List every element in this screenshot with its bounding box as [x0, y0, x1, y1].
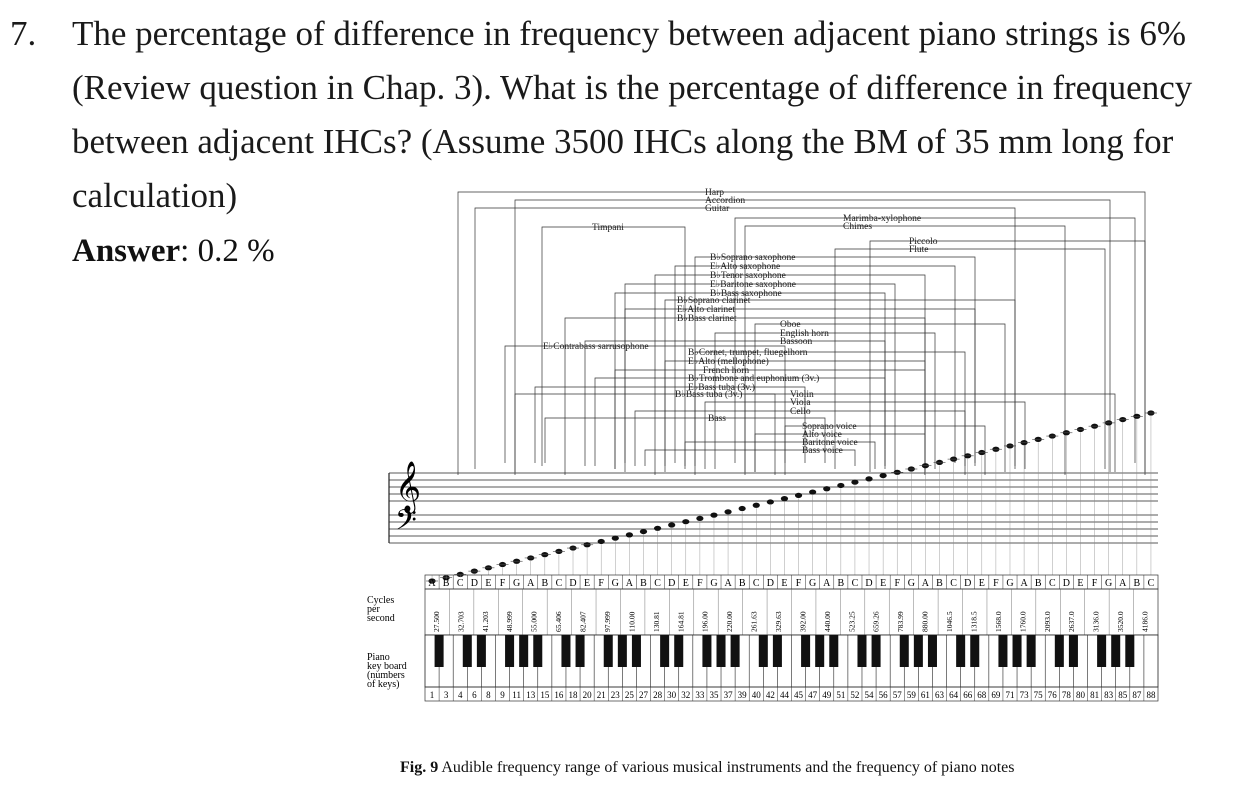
- note-letter: E: [781, 578, 788, 589]
- key-number: 27: [638, 690, 648, 700]
- frequency-value: 110.00: [627, 611, 637, 632]
- black-key: [717, 635, 726, 667]
- key-number: 25: [624, 690, 634, 700]
- instrument-label: Baritone voice: [802, 438, 858, 448]
- key-number: 39: [737, 690, 747, 700]
- note-head: [795, 493, 802, 498]
- note-head: [710, 513, 717, 518]
- black-key: [970, 635, 979, 667]
- instrument-label: Guitar: [705, 204, 730, 214]
- frequency-value: 65.406: [554, 611, 564, 632]
- black-key: [519, 635, 528, 667]
- key-number: 21: [596, 690, 606, 700]
- frequency-value: 196.00: [700, 611, 710, 632]
- note-head: [598, 539, 605, 544]
- black-key: [1027, 635, 1036, 667]
- black-key: [731, 635, 740, 667]
- key-number: 80: [1075, 690, 1085, 700]
- key-number: 87: [1132, 690, 1142, 700]
- instrument-frequency-figure: [365, 183, 1165, 713]
- note-letter: D: [569, 578, 577, 589]
- note-head: [640, 529, 647, 534]
- black-key: [829, 635, 838, 667]
- instrument-label: Harp: [705, 188, 724, 198]
- instrument-label: Chimes: [843, 222, 873, 232]
- key-number: 68: [977, 690, 987, 700]
- answer-value: : 0.2 %: [180, 233, 275, 269]
- key-number: 33: [695, 690, 705, 700]
- black-key: [604, 635, 613, 667]
- note-letter: G: [809, 578, 817, 589]
- note-letter: C: [851, 578, 859, 589]
- note-letter: D: [865, 578, 873, 589]
- instrument-label: B♭Soprano clarinet: [677, 296, 751, 306]
- note-head: [724, 509, 731, 514]
- note-letter: G: [710, 578, 718, 589]
- instrument-label: Alto voice: [802, 430, 842, 440]
- note-letter: F: [697, 578, 703, 589]
- frequency-value: 27.500: [431, 611, 441, 632]
- frequency-value: 97.999: [602, 611, 612, 632]
- figure-caption: [400, 758, 1015, 778]
- instrument-label: Viola: [790, 398, 811, 408]
- instrument-label: B♭Bass tuba (3v.): [675, 390, 743, 400]
- clefs: [395, 462, 421, 543]
- black-key: [435, 635, 444, 667]
- note-letter: F: [499, 578, 506, 589]
- note-letter: C: [456, 578, 464, 589]
- note-head: [626, 532, 633, 537]
- frequency-value: 41.203: [480, 611, 490, 632]
- frequency-value: 55.000: [529, 611, 539, 632]
- frequency-value: 523.25: [847, 611, 857, 632]
- black-key: [914, 635, 923, 667]
- black-key: [618, 635, 627, 667]
- instrument-label: Bass: [708, 414, 726, 424]
- key-number: 51: [836, 690, 846, 700]
- frequency-value: 880.00: [920, 611, 930, 632]
- note-letter: B: [1133, 578, 1141, 589]
- black-key: [477, 635, 486, 667]
- range-bracket: [635, 411, 965, 466]
- note-letter: F: [795, 578, 802, 589]
- instrument-label: E♭Alto (mellophone): [688, 357, 769, 367]
- instrument-label: E♭Contrabass sarrusophone: [543, 342, 649, 352]
- frequency-row: [367, 589, 1158, 635]
- instrument-label: Accordion: [705, 196, 746, 206]
- key-number: 76: [1047, 690, 1057, 700]
- note-letter: C: [1147, 578, 1155, 589]
- black-key: [872, 635, 881, 667]
- black-key: [674, 635, 683, 667]
- frequency-value: 82.407: [578, 611, 588, 632]
- black-key: [1055, 635, 1064, 667]
- note-head: [823, 486, 830, 491]
- key-number: 47: [808, 690, 818, 700]
- note-letter: F: [894, 578, 901, 589]
- key-number: 66: [963, 690, 973, 700]
- range-bracket: [870, 241, 1145, 472]
- note-letter: E: [682, 578, 689, 589]
- instrument-label: Oboe: [780, 320, 801, 330]
- key-number: 35: [709, 690, 719, 700]
- note-head: [753, 503, 760, 508]
- note-letter: G: [611, 578, 619, 589]
- instrument-label: B♭Bass clarinet: [677, 314, 737, 324]
- range-bracket: [535, 387, 805, 463]
- frequency-value: 261.63: [749, 611, 759, 632]
- frequency-value: 659.26: [871, 611, 881, 632]
- frequency-value: 130.81: [651, 611, 661, 632]
- note-letter: C: [752, 578, 760, 589]
- frequency-value: 48.999: [505, 611, 515, 632]
- instrument-label: B♭Bass saxophone: [710, 289, 782, 299]
- frequency-value: 1568.0: [993, 611, 1003, 632]
- note-letter: B: [640, 578, 647, 589]
- key-number: 69: [991, 690, 1001, 700]
- black-key: [576, 635, 585, 667]
- instrument-label: B♭Cornet, trumpet, fluegelhorn: [688, 348, 808, 358]
- freq-row-label: per: [367, 604, 380, 615]
- black-key: [1111, 635, 1120, 667]
- key-number: 28: [653, 690, 663, 700]
- note-letter: C: [950, 578, 957, 589]
- black-key: [815, 635, 824, 667]
- key-number: 49: [822, 690, 832, 700]
- instrument-label: Flute: [909, 245, 929, 255]
- black-key: [561, 635, 570, 667]
- note-letter: G: [1006, 578, 1014, 589]
- note-letter: D: [766, 578, 774, 589]
- note-letter-row: [425, 575, 1158, 589]
- note-head: [668, 522, 675, 527]
- frequency-value: 2093.0: [1042, 611, 1052, 632]
- key-number: 20: [582, 690, 592, 700]
- frequency-value: 783.99: [896, 611, 906, 632]
- instrument-label: Piccolo: [909, 237, 938, 247]
- key-number: 4: [457, 690, 463, 700]
- key-number: 37: [723, 690, 733, 700]
- question-line-2: (Review question in Chap. 3). What is the percentage of difference in frequency: [72, 68, 1193, 107]
- key-number: 52: [850, 690, 860, 700]
- black-key: [1125, 635, 1134, 667]
- key-number-row: [425, 687, 1158, 701]
- note-letter: C: [1048, 578, 1056, 589]
- key-number: 64: [949, 690, 959, 700]
- note-head: [851, 480, 858, 485]
- note-letter: D: [668, 578, 676, 589]
- key-number: 18: [568, 690, 578, 700]
- treble-clef-icon: 𝄞: [395, 462, 422, 511]
- note-letter: E: [880, 578, 887, 589]
- key-number: 56: [878, 690, 888, 700]
- instrument-label: Marimba-xylophone: [843, 214, 922, 224]
- instrument-label: French horn: [703, 366, 750, 376]
- note-letter: F: [993, 578, 999, 589]
- caption-text: Audible frequency range of various musical instruments and the frequency of piano notes: [438, 759, 1015, 776]
- black-key: [1069, 635, 1078, 667]
- piano-keyboard: [367, 635, 1158, 690]
- key-row-label: (numbers: [367, 670, 405, 681]
- note-letter: E: [1077, 578, 1084, 589]
- black-key: [801, 635, 810, 667]
- key-row-label: of keys): [367, 679, 400, 690]
- instrument-label: Violin: [790, 390, 814, 400]
- key-row-label: key board: [367, 661, 407, 672]
- note-head: [837, 483, 844, 488]
- instrument-label: E♭Alto saxophone: [710, 262, 781, 272]
- black-key: [998, 635, 1007, 667]
- range-bracket: [615, 370, 925, 469]
- key-number: 1: [429, 690, 435, 700]
- key-number: 16: [554, 690, 564, 700]
- instrument-label: Cello: [790, 407, 811, 417]
- range-bracket: [705, 402, 1025, 469]
- range-bracket: [835, 249, 1105, 469]
- note-letter: B: [442, 578, 450, 589]
- key-number: 75: [1033, 690, 1043, 700]
- instrument-label: E♭Bass tuba (3v.): [688, 383, 755, 393]
- note-letter: A: [921, 578, 930, 589]
- note-letter: B: [1034, 578, 1042, 589]
- note-letter: B: [738, 578, 746, 589]
- note-letter: A: [625, 578, 634, 589]
- frequency-value: 2637.0: [1067, 611, 1077, 632]
- key-number: 54: [864, 690, 874, 700]
- staff-notes: [426, 410, 1157, 584]
- key-number: 23: [610, 690, 620, 700]
- bass-clef-icon: 𝄢: [395, 506, 417, 543]
- key-number: 3: [443, 690, 449, 700]
- note-letter: D: [964, 578, 972, 589]
- frequency-value: 220.00: [725, 611, 735, 632]
- black-key: [900, 635, 909, 667]
- frequency-value: 1046.5: [945, 611, 955, 632]
- note-letter: G: [513, 578, 521, 589]
- black-key: [956, 635, 965, 667]
- instrument-label: English horn: [780, 329, 829, 339]
- frequency-value: 392.00: [798, 611, 808, 632]
- note-letter: E: [584, 578, 591, 589]
- key-number: 40: [751, 690, 761, 700]
- answer-label: Answer: [72, 233, 181, 269]
- key-number: 44: [779, 690, 789, 700]
- key-number: 9: [500, 690, 505, 700]
- note-head: [865, 476, 872, 481]
- note-head: [696, 516, 703, 521]
- instrument-labels: [543, 188, 938, 456]
- key-number: 81: [1090, 690, 1100, 700]
- note-head: [767, 499, 774, 504]
- key-number: 61: [920, 690, 930, 700]
- frequency-value: 1318.5: [969, 611, 979, 632]
- key-number: 83: [1104, 690, 1114, 700]
- key-number: 8: [486, 690, 491, 700]
- question-number: 7.: [10, 14, 37, 53]
- frequency-value: 32.703: [456, 611, 466, 632]
- key-number: 30: [667, 690, 677, 700]
- black-key: [857, 635, 866, 667]
- freq-row-label: second: [367, 613, 395, 624]
- instrument-label: Timpani: [592, 223, 624, 233]
- note-letter: A: [724, 578, 732, 589]
- note-letter: A: [823, 578, 831, 589]
- freq-row-label: Cycles: [367, 595, 395, 606]
- key-number: 88: [1146, 690, 1156, 700]
- key-number: 15: [540, 690, 550, 700]
- frequency-value: 329.63: [774, 611, 784, 632]
- black-key: [660, 635, 669, 667]
- note-letter: A: [527, 578, 535, 589]
- instrument-label: Bass voice: [802, 446, 843, 456]
- note-letter: F: [598, 578, 604, 589]
- instrument-label: B♭Tenor saxophone: [710, 271, 786, 281]
- question-line-1: The percentage of difference in frequency between adjacent piano strings is 6%: [72, 14, 1187, 53]
- black-key: [632, 635, 641, 667]
- frequency-value: 3520.0: [1116, 611, 1126, 632]
- note-letter: E: [485, 578, 492, 589]
- figure-svg: [365, 183, 1165, 708]
- black-key: [773, 635, 782, 667]
- frequency-value: 4186.0: [1140, 611, 1150, 632]
- key-number: 78: [1061, 690, 1071, 700]
- black-key: [505, 635, 514, 667]
- black-key: [759, 635, 768, 667]
- key-number: 13: [526, 690, 536, 700]
- frequency-value: 440.00: [822, 611, 832, 632]
- note-head: [682, 519, 689, 524]
- note-letter: D: [470, 578, 478, 589]
- instrument-label: B♭Trombone and euphonium (3v.): [688, 374, 820, 384]
- note-letter: B: [541, 578, 549, 589]
- key-number: 57: [892, 690, 902, 700]
- frequency-value: 1760.0: [1018, 611, 1028, 632]
- instrument-label: E♭Baritone saxophone: [710, 280, 797, 290]
- note-head: [739, 506, 746, 511]
- frequency-value: 3136.0: [1091, 611, 1101, 632]
- key-number: 11: [512, 690, 521, 700]
- note-letter: E: [978, 578, 985, 589]
- key-number: 85: [1118, 690, 1128, 700]
- note-letter: A: [1119, 578, 1127, 589]
- note-head: [612, 536, 619, 541]
- black-key: [928, 635, 937, 667]
- key-number: 59: [906, 690, 916, 700]
- key-number: 6: [472, 690, 477, 700]
- note-head: [654, 526, 661, 531]
- note-letter: G: [1105, 578, 1113, 589]
- note-letter: F: [1091, 578, 1098, 589]
- instrument-label: E♭Alto clarinet: [677, 305, 736, 315]
- key-number: 32: [681, 690, 691, 700]
- question-line-4: calculation): [72, 176, 238, 215]
- note-letter: G: [907, 578, 915, 589]
- black-key: [702, 635, 711, 667]
- answer: [72, 231, 275, 271]
- note-letter: A: [1020, 578, 1028, 589]
- black-key: [1013, 635, 1022, 667]
- key-number: 63: [935, 690, 945, 700]
- key-number: 73: [1019, 690, 1029, 700]
- note-letter: A: [428, 578, 436, 589]
- caption-label: Fig. 9: [400, 759, 439, 776]
- instrument-label: Soprano voice: [802, 422, 857, 432]
- frequency-value: 164.81: [676, 611, 686, 632]
- note-letter: C: [654, 578, 661, 589]
- black-key: [463, 635, 472, 667]
- note-letter: D: [1062, 578, 1070, 589]
- key-number: 71: [1005, 690, 1015, 700]
- key-number: 45: [794, 690, 804, 700]
- key-number: 42: [765, 690, 775, 700]
- note-head: [880, 473, 887, 478]
- key-row-label: Piano: [367, 652, 390, 663]
- black-key: [533, 635, 542, 667]
- note-head: [781, 496, 788, 501]
- note-letter: B: [936, 578, 943, 589]
- black-key: [1097, 635, 1106, 667]
- question-line-3: between adjacent IHCs? (Assume 3500 IHCs along the BM of 35 mm long for: [72, 122, 1174, 161]
- instrument-label: Bassoon: [780, 337, 813, 347]
- instrument-label: B♭Soprano saxophone: [710, 253, 796, 263]
- music-staff: [389, 473, 1158, 543]
- note-head: [809, 489, 816, 494]
- note-letter: C: [555, 578, 563, 589]
- note-letter: B: [837, 578, 845, 589]
